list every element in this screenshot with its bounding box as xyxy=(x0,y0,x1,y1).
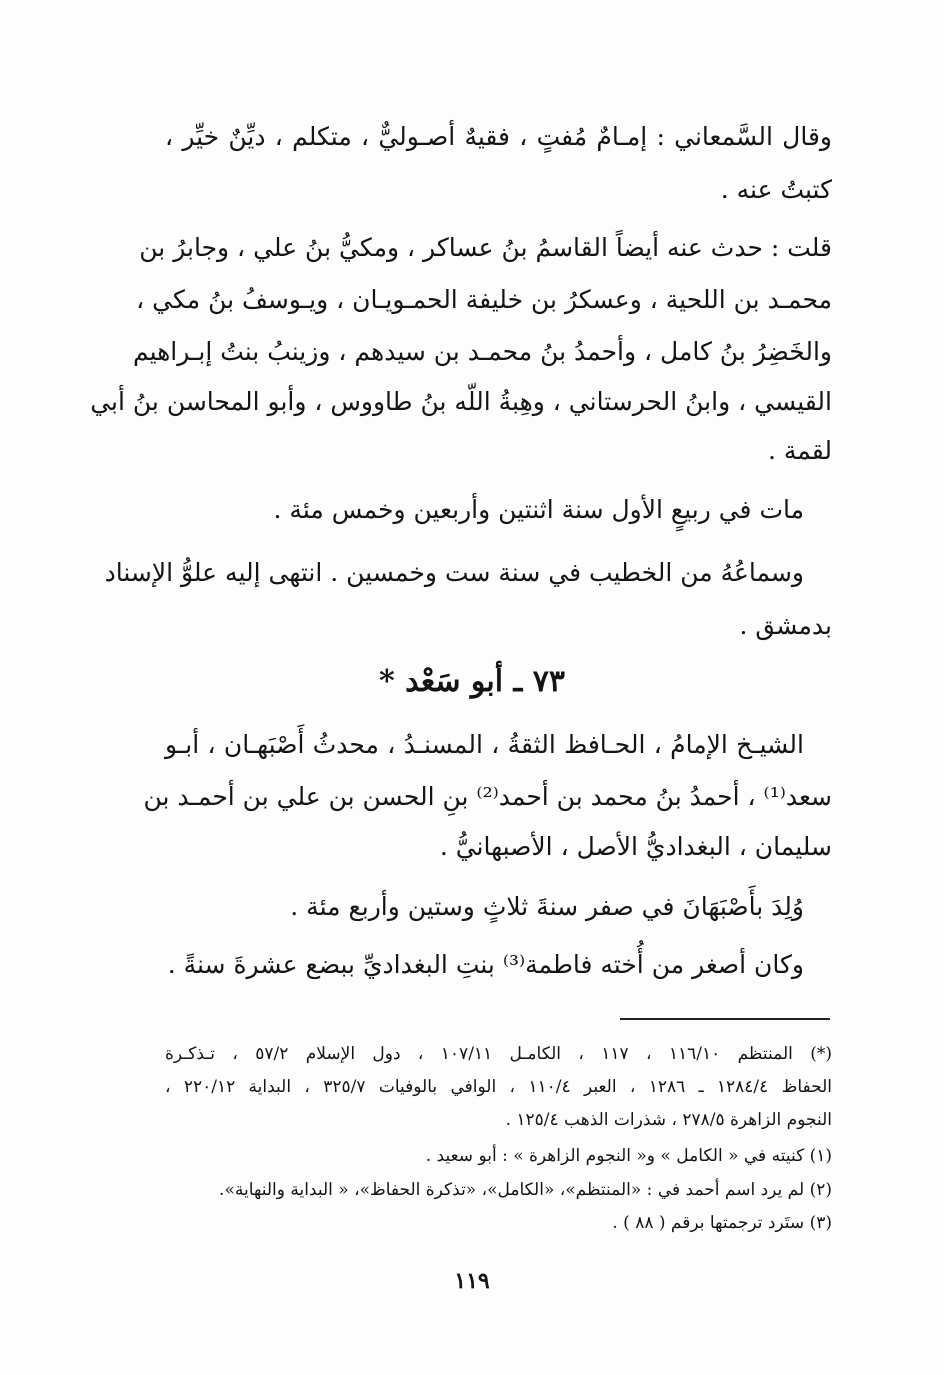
text-line: كتبتُ عنه . xyxy=(720,175,832,204)
text-line: محمـد بن اللحية ، وعسكرُ بن خليفة الحمـويـان ، ويـوسفُ بنُ مكي ، xyxy=(136,285,832,314)
text-line: وسماعُهُ من الخطيب في سنة ست وخمسين . انتهى إليه علوُّ الإسناد xyxy=(104,558,804,587)
footnote-line: الحفاظ ١٢٨٤/٤ ـ ١٢٨٦ ، العبر ١١٠/٤ ، الوافي بالوفيات ٣٢٥/٧ ، البداية ٢٢٠/١٢ ، xyxy=(165,1077,833,1097)
footnote-line: النجوم الزاهرة ٢٧٨/٥ ، شذرات الذهب ١٢٥/٤ . xyxy=(505,1110,832,1130)
text-line: الشيـخ الإمامُ ، الحـافظ الثقةُ ، المسنـدُ ، محدثُ أَصْبَهـان ، أبـو xyxy=(165,730,804,759)
footnote-line: (٣) ستَرد ترجمتها برقم ( ٨٨ ) . xyxy=(612,1213,832,1233)
footnote-line: (*) المنتظم ١١٦/١٠ ، ١١٧ ، الكامـل ١٠٧/١١ ، دول الإسلام ٥٧/٢ ، تـذكـرة xyxy=(165,1044,833,1064)
text-line: سعد⁽¹⁾ ، أحمدُ بنُ محمد بن أحمد⁽²⁾ بنِ الحسن بن علي بن أحمـد بن xyxy=(143,782,832,811)
page-number: ١١٩ xyxy=(454,1268,490,1294)
text-line: وُلِدَ بأَصْبَهَانَ في صفر سنةَ ثلاثٍ وستين وأربع مئة . xyxy=(290,892,804,921)
text-line: والخَضِرُ بنُ كامل ، وأحمدُ بنُ محمـد بن سيدهم ، وزينبُ بنتُ إبـراهيم xyxy=(132,337,832,366)
text-line: القيسي ، وابنُ الحرستاني ، وهِبةُ اللّه بنُ طاووس ، وأبو المحاسن بنُ أبي xyxy=(90,387,832,416)
text-line: وقال السَّمعاني : إمـامٌ مُفتٍ ، فقيهٌ أصـوليٌّ ، متكلم ، ديِّنٌ خيِّر ، xyxy=(165,122,832,151)
footnote-line: (٢) لم يرد اسم أحمد في : «المنتظم»، «الكامل»، «تذكرة الحفاظ»، « البداية والنهاية». xyxy=(219,1180,832,1200)
text-line: مات في ربيعٍ الأول سنة اثنتين وأربعين وخمس مئة . xyxy=(273,495,804,524)
footnote-line: (١) كنيته في « الكامل » و« النجوم الزاهرة » : أبو سعيد . xyxy=(425,1146,832,1166)
footnote-separator xyxy=(620,1018,830,1020)
entry-heading: ٧٣ ـ أبو سَعْد * xyxy=(378,664,566,699)
text-line: سليمان ، البغداديُّ الأصل ، الأصبهانيُّ . xyxy=(439,832,832,861)
text-line: قلت : حدث عنه أيضاً القاسمُ بنُ عساكر ، ومكيُّ بنُ علي ، وجابرُ بن xyxy=(139,233,832,262)
text-line: بدمشق . xyxy=(739,611,832,640)
text-line: لقمة . xyxy=(767,436,832,465)
text-line: وكان أصغر من أُخته فاطمة⁽³⁾ بنتِ البغداديِّ ببضع عشرةَ سنةً . xyxy=(167,950,804,979)
